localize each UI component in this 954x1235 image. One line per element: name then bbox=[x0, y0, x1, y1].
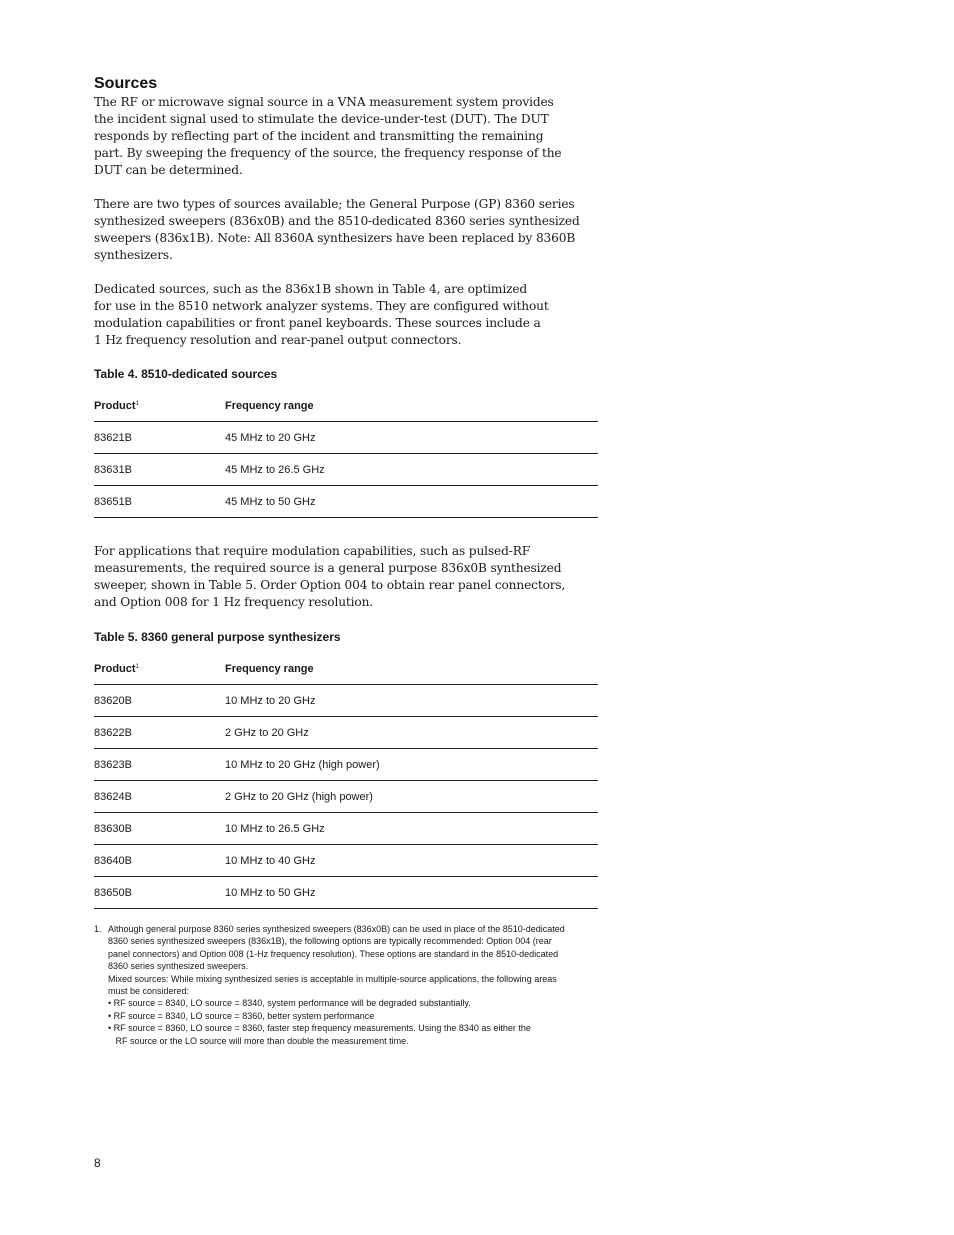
frequency-cell: 10 MHz to 40 GHz bbox=[225, 845, 598, 877]
frequency-cell: 45 MHz to 26.5 GHz bbox=[225, 454, 598, 486]
text-line: part. By sweeping the frequency of the source, the frequency response of the bbox=[94, 146, 562, 160]
text-line: synthesized sweepers (836x0B) and the 8510-dedicated 8360 series synthesized bbox=[94, 214, 580, 228]
footnote-mark: 1 bbox=[135, 400, 139, 407]
text-line: synthesizers. bbox=[94, 248, 173, 262]
footnote-number: 1. bbox=[94, 924, 102, 934]
table-row bbox=[94, 781, 598, 813]
product-cell: 83621B bbox=[94, 422, 225, 454]
frequency-cell: 10 MHz to 20 GHz bbox=[225, 685, 598, 717]
frequency-cell: 2 GHz to 20 GHz (high power) bbox=[225, 781, 598, 813]
frequency-cell: 2 GHz to 20 GHz bbox=[225, 717, 598, 749]
footnote-line: 8360 series synthesized sweepers (836x1B), the following options are typically recommended: Option 004 (rear bbox=[108, 936, 552, 947]
text-line: sweepers (836x1B). Note: All 8360A synthesizers have been replaced by 8360B bbox=[94, 231, 576, 245]
frequency-cell: 45 MHz to 20 GHz bbox=[225, 422, 598, 454]
product-cell: 83631B bbox=[94, 454, 225, 486]
footnote-line: panel connectors) and Option 008 (1-Hz frequency resolution). These options are standard in the 8510-dedicated bbox=[108, 948, 559, 959]
product-cell: 83650B bbox=[94, 877, 225, 909]
text-line: and Option 008 for 1 Hz frequency resolution. bbox=[94, 595, 374, 609]
table-header-row bbox=[94, 653, 598, 685]
footnote-line: must be considered: bbox=[108, 986, 190, 997]
table-row bbox=[94, 454, 598, 486]
text-line: the incident signal used to stimulate the device-under-test (DUT). The DUT bbox=[94, 112, 549, 126]
product-cell: 83622B bbox=[94, 717, 225, 749]
footnote-bullet: • RF source = 8360, LO source = 8360, faster step frequency measurements. Using the 8340 as either the bbox=[108, 1023, 531, 1034]
footnote-line: Mixed sources: While mixing synthesized series is acceptable in multiple-source applications, the following areas bbox=[108, 973, 557, 984]
text-line: Dedicated sources, such as the 836x1B shown in Table 4, are optimized bbox=[94, 282, 528, 296]
page-number: 8 bbox=[94, 1156, 101, 1170]
table4-caption: Table 4. 8510-dedicated sources bbox=[94, 367, 278, 381]
footnote-line: 1. Although general purpose 8360 series synthesized sweepers (836x0B) can be used in place of the 8510-dedicated bbox=[94, 924, 565, 934]
table-row bbox=[94, 486, 598, 518]
product-cell: 83624B bbox=[94, 781, 225, 813]
footnote bbox=[94, 923, 600, 1047]
product-cell: 83620B bbox=[94, 685, 225, 717]
text-line: The RF or microwave signal source in a VNA measurement system provides bbox=[94, 95, 554, 109]
product-cell: 83623B bbox=[94, 749, 225, 781]
footnote-line: 8360 series synthesized sweepers. bbox=[108, 961, 249, 972]
text-line: There are two types of sources available; the General Purpose (GP) 8360 series bbox=[94, 197, 575, 211]
column-header-product: Product$^1$ bbox=[94, 390, 225, 422]
column-header-product: Product$^1$ bbox=[94, 653, 225, 685]
column-header-frequency-range: Frequency range bbox=[225, 653, 598, 685]
dedicated-sources-paragraph bbox=[94, 281, 600, 349]
frequency-cell: 10 MHz to 50 GHz bbox=[225, 877, 598, 909]
frequency-cell: 45 MHz to 50 GHz bbox=[225, 486, 598, 518]
table4 bbox=[94, 390, 598, 518]
footnote-bullet: • RF source = 8340, LO source = 8340, system performance will be degraded substantially. bbox=[108, 998, 471, 1009]
table-row bbox=[94, 685, 598, 717]
product-cell: 83651B bbox=[94, 486, 225, 518]
product-cell: 83630B bbox=[94, 813, 225, 845]
text-line: DUT can be determined. bbox=[94, 163, 243, 177]
table-row bbox=[94, 877, 598, 909]
table-row bbox=[94, 749, 598, 781]
text-line: 1 Hz frequency resolution and rear-panel output connectors. bbox=[94, 333, 462, 347]
source-types-paragraph bbox=[94, 196, 600, 264]
section-title: Sources bbox=[94, 75, 158, 92]
text-line: measurements, the required source is a general purpose 836x0B synthesized bbox=[94, 561, 562, 575]
table-row bbox=[94, 422, 598, 454]
modulation-paragraph bbox=[94, 543, 600, 611]
text-line: for use in the 8510 network analyzer systems. They are configured without bbox=[94, 299, 549, 313]
frequency-cell: 10 MHz to 20 GHz (high power) bbox=[225, 749, 598, 781]
text-line: modulation capabilities or front panel keyboards. These sources include a bbox=[94, 316, 541, 330]
text-line: For applications that require modulation capabilities, such as pulsed-RF bbox=[94, 544, 531, 558]
footnote-bullet: RF source or the LO source will more than double the measurement time. bbox=[108, 1035, 409, 1046]
table-row bbox=[94, 717, 598, 749]
table-header-row bbox=[94, 390, 598, 422]
column-header-frequency-range: Frequency range bbox=[225, 390, 598, 422]
text-line: responds by reflecting part of the incident and transmitting the remaining bbox=[94, 129, 544, 143]
table-row bbox=[94, 813, 598, 845]
footnote-mark: 1 bbox=[135, 663, 139, 670]
page-content bbox=[94, 74, 600, 1047]
footnote-bullet: • RF source = 8340, LO source = 8360, better system performance bbox=[108, 1010, 375, 1021]
table-row bbox=[94, 845, 598, 877]
text-line: sweeper, shown in Table 5. Order Option 004 to obtain rear panel connectors, bbox=[94, 578, 566, 592]
frequency-cell: 10 MHz to 26.5 GHz bbox=[225, 813, 598, 845]
product-cell: 83640B bbox=[94, 845, 225, 877]
table5 bbox=[94, 653, 598, 909]
intro-paragraph bbox=[94, 94, 600, 179]
table5-caption: Table 5. 8360 general purpose synthesizers bbox=[94, 630, 341, 644]
